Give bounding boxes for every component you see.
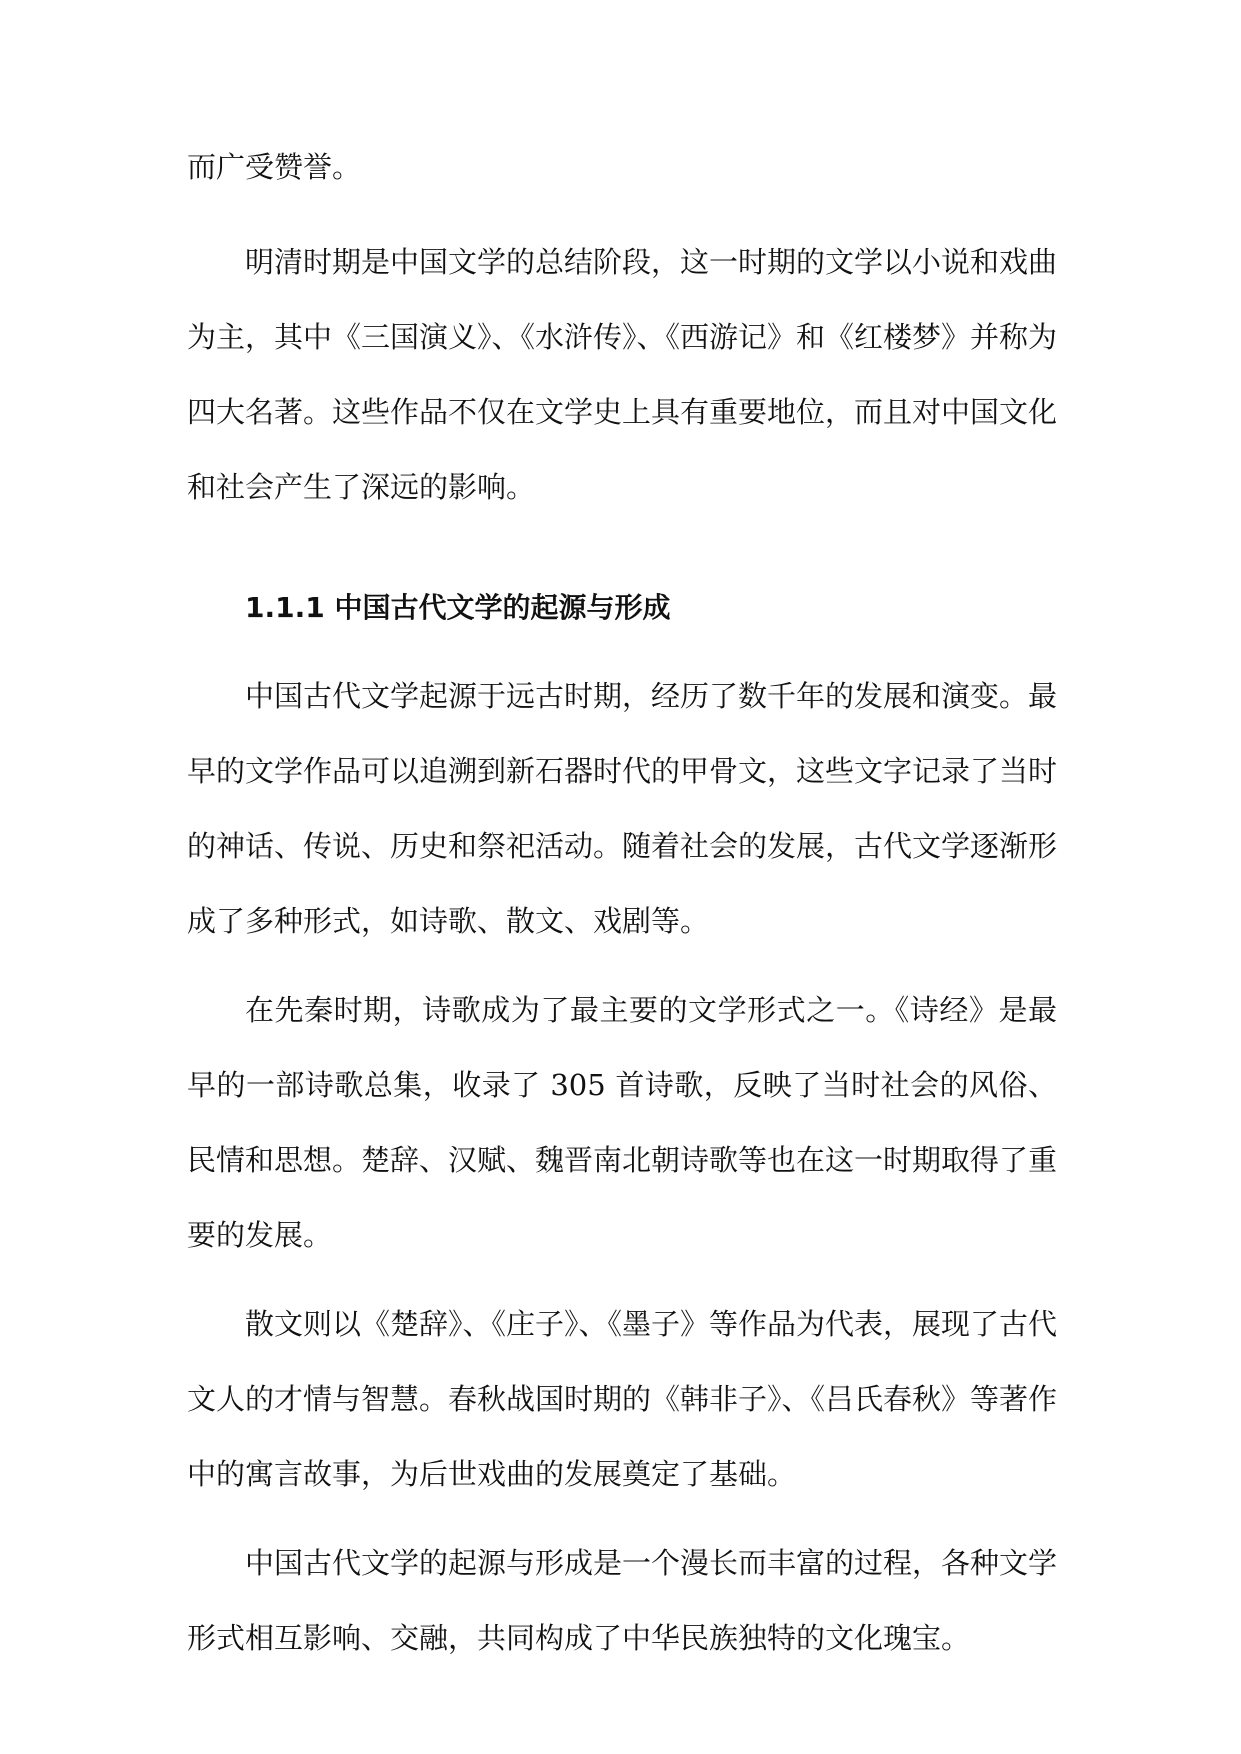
paragraph-prose: 散文则以《楚辞》、《庄子》、《墨子》等作品为代表，展现了古代文人的才情与智慧。春秋战国时期的《韩非子》、《吕氏春秋》等著作中的寓言故事，为后世戏曲的发展奠定了基础。 [187,1307,1058,1491]
paragraph-continuation: 而广受赞誉。 [187,150,362,184]
paragraph-origins: 中国古代文学起源于远古时期，经历了数千年的发展和演变。最早的文学作品可以追溯到新石器时代的甲骨文，这些文字记录了当时的神话、传说、历史和祭祀活动。随着社会的发展，古代文学逐渐形成了多种形式，如诗歌、散文、戏剧等。 [187,679,1058,938]
paragraph-ming-qing: 明清时期是中国文学的总结阶段，这一时期的文学以小说和戏曲为主，其中《三国演义》、《水浒传》、《西游记》和《红楼梦》并称为四大名著。这些作品不仅在文学史上具有重要地位，而且对中国文化和社会产生了深远的影响。 [187,245,1058,504]
document-body [187,130,1057,1676]
section-heading: 1.1.1 中国古代文学的起源与形成 [245,591,671,624]
paragraph-pre-qin-poetry: 在先秦时期，诗歌成为了最主要的文学形式之一。《诗经》是最早的一部诗歌总集，收录了 305 首诗歌，反映了当时社会的风俗、民情和思想。楚辞、汉赋、魏晋南北朝诗歌等也在这一时期取得了重要的发展。 [187,993,1058,1252]
paragraph-summary: 中国古代文学的起源与形成是一个漫长而丰富的过程，各种文学形式相互影响、交融，共同构成了中华民族独特的文化瑰宝。 [187,1546,1058,1655]
